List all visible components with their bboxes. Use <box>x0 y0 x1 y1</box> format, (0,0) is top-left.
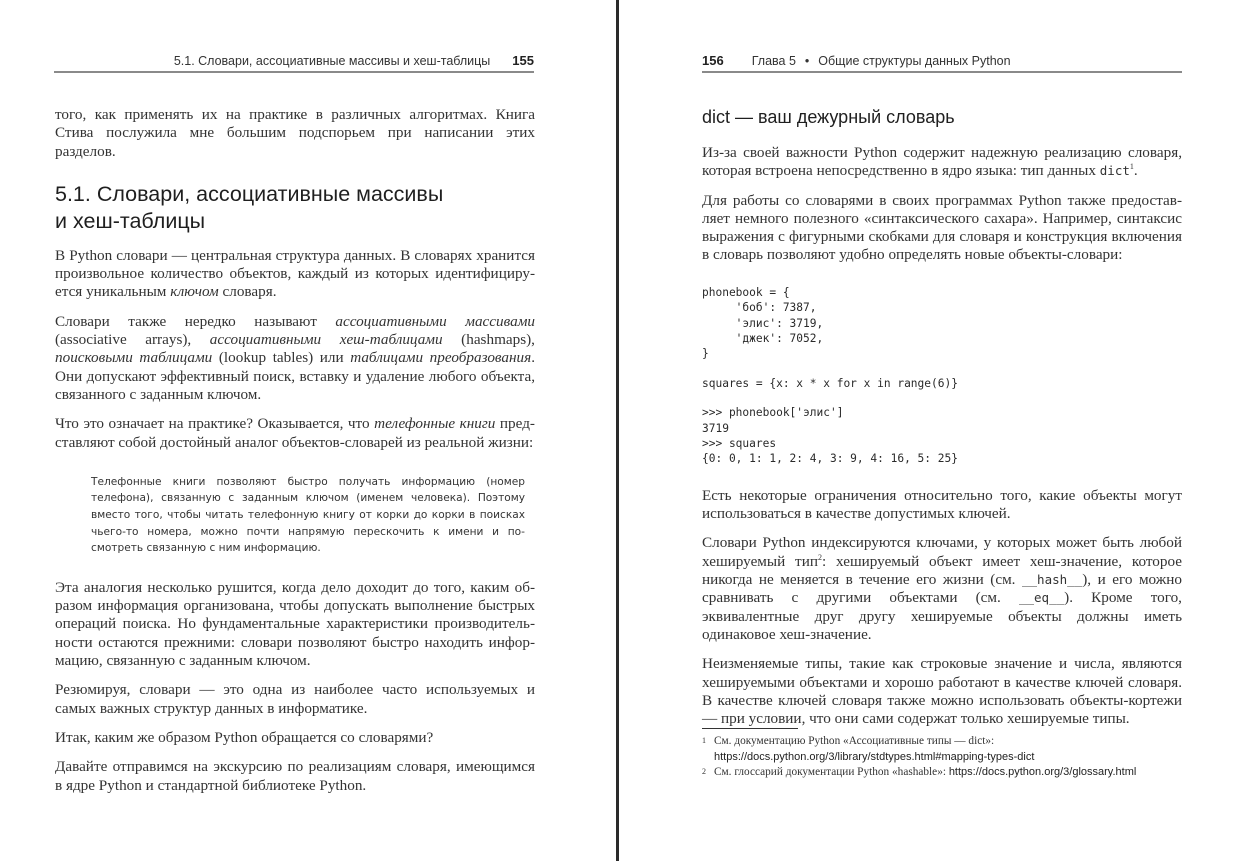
code-line: 3719 <box>702 421 729 435</box>
chapter-label: Глава 5 <box>751 54 796 68</box>
code-line: >>> phonebook['элис'] <box>702 406 844 420</box>
paragraph: Давайте отправимся на экскурсию по реализациям словаря, имеющимся в ядре Python и стандартной библиотеке Python. <box>55 758 535 794</box>
page-number: 156 <box>702 53 724 68</box>
paragraph <box>55 247 535 302</box>
page-number: 155 <box>512 53 534 68</box>
inline-code: __hash__ <box>1022 572 1083 588</box>
right-body <box>702 106 1182 739</box>
text-run: В Python словари — центральная структура данных. В словарях хранится произвольное количество объектов, каждый из которых идентифицируется уникальным <box>55 246 535 301</box>
emphasis: ассоциативными массивами <box>335 312 535 330</box>
code-line: 'элис': 3719, <box>702 316 824 330</box>
paragraph: Есть некоторые ограничения относительно того, какие объекты могут использоваться в качестве допустимых ключей. <box>702 486 1182 523</box>
paragraph: Из-за своей важности Python содержит надежную реализацию словаря, которая встроена непосредственно в ядро языка: тип данных dict$^1$. <box>702 144 1182 180</box>
inline-code: __eq__ <box>1018 590 1065 606</box>
paragraph: Для работы со словарями в своих программах Python также предоставляет немного полезного «синтаксического сахара». Например, синтаксис выражения с фигурными скобками для словаря и конструкция включения в словарь позволяют удобно определять новые объекты-словари: <box>702 191 1182 264</box>
code-line: } <box>702 347 709 361</box>
emphasis: ключом <box>170 283 219 301</box>
text-run: (hashmaps), <box>442 331 535 349</box>
paragraph: Неизменяемые типы, такие как строковые значение и числа, являются хешируемыми объектами и хорошо работают в качестве ключей словаря. В качестве ключей словаря также можно использовать объекты-кортежи — при условии, что они сами содержат только хешируемые типы. <box>702 655 1182 728</box>
footnotes <box>702 728 1202 781</box>
code-line: phonebook = { <box>702 285 790 299</box>
text-run: (associative arrays), <box>55 331 210 349</box>
section-title <box>55 181 535 235</box>
footnote-link[interactable]: https://docs.python.org/3/glossary.html <box>948 766 1137 778</box>
emphasis: телефонные книги <box>374 415 496 433</box>
bullet-separator: • <box>804 54 810 68</box>
blockquote <box>91 474 525 557</box>
subsection-title: dict — ваш дежурный словарь <box>702 107 955 127</box>
paragraph <box>55 313 535 404</box>
right-page <box>619 0 1236 861</box>
emphasis: таблицами преобразования <box>350 349 532 367</box>
blockquote-text: Телефонные книги позволяют быстро получать информацию (номер телефона), связанную с заданным ключом (именем человека). Поэтому вместо того, чтобы читать телефонную книгу от корки до корки в поисках чьего-то номера, можно почти напрямую перескочить к имени и посмотреть связанную с ним информацию. <box>91 475 525 555</box>
text-run: Что это означает на практике? Оказывается, что <box>55 415 375 433</box>
inline-code: dict <box>1099 163 1130 179</box>
header-rule <box>54 71 534 73</box>
footnote-rule <box>702 728 798 729</box>
text-run: того, как применять их на практике в различных алгоритмах. Книга Стива послужила мне большим подспорьем при написании этих разделов. <box>55 106 535 160</box>
intro-paragraph <box>55 106 535 161</box>
section-title-line: и хеш-таблицы <box>55 208 206 233</box>
text-run: . Они допускают эффективный поиск, вставку и удаление любого объекта, связанного с заданным ключом. <box>55 349 535 403</box>
emphasis: поисковыми таблицами <box>55 349 213 367</box>
code-block <box>702 285 1182 467</box>
paragraph: Итак, каким же образом Python обращается со словарями? <box>55 728 434 746</box>
code-line: 'боб': 7387, <box>702 301 817 315</box>
footnote-link[interactable]: https://docs.python.org/3/library/stdtypes.html#mapping-types-dict <box>714 750 1035 763</box>
code-line: squares = {x: x * x for x in range(6)} <box>702 376 958 390</box>
running-head-right <box>702 52 1011 70</box>
running-head-left <box>174 52 534 70</box>
code-line: {0: 0, 1: 1, 2: 4, 3: 9, 4: 16, 5: 25} <box>702 452 958 466</box>
text-run: Словари также нередко называют <box>55 312 336 330</box>
footnote-ref[interactable]: 1 <box>1129 162 1134 172</box>
paragraph: Эта аналогия несколько рушится, когда дело доходит до того, каким образом информация организована, чтобы допускать выполнение быстрых операций поиска. Но фундаментальные характеристики производительности остаются прежними: словари позволяют быстро находить информацию, связанную с заданным ключом. <box>55 578 535 670</box>
paragraph: Словари Python индексируются ключами, у которых может быть любой хешируемый тип$^2$: хешируемый объект имеет хеш-значение, которое никогда не меняется в течение его жизни (см. __hash__), и его можно сравнивать с другими объектами (см. __eq__). Кроме того, эквивалентные друг другу хешируемые объекты должны иметь одинаковое хеш-значение. <box>702 534 1182 643</box>
paragraph: Резюмируя, словари — это одна из наиболее часто используемых и самых важных структур данных в информатике. <box>55 681 535 717</box>
text-run: (lookup tables) или <box>212 349 351 367</box>
running-head-title: 5.1. Словари, ассоциативные массивы и хеш-таблицы <box>173 54 491 68</box>
text-run: представляют собой достойный аналог объектов-словарей из реальной жизни: <box>55 415 535 451</box>
footnote: 1 См. документацию Python «Ассоциативные типы — dict»: https://docs.python.org/3/library/stdtypes.html#mapping-types-dict <box>702 735 1035 763</box>
text-run: словаря. <box>218 283 277 301</box>
footnote-ref[interactable]: 2 <box>817 552 822 562</box>
header-rule <box>702 71 1182 73</box>
left-body <box>55 106 535 806</box>
footnote: 2 См. глоссарий документации Python «hashable»: https://docs.python.org/3/glossary.html <box>702 766 1137 778</box>
code-line: >>> squares <box>702 437 777 451</box>
left-page <box>0 0 616 861</box>
paragraph <box>55 415 535 452</box>
section-title-line: 5.1. Словари, ассоциативные массивы <box>55 181 444 206</box>
chapter-title: Общие структуры данных Python <box>818 54 1011 68</box>
code-line: 'джек': 7052, <box>702 332 824 345</box>
emphasis: ассоциативными хеш-таблицами <box>209 331 443 349</box>
